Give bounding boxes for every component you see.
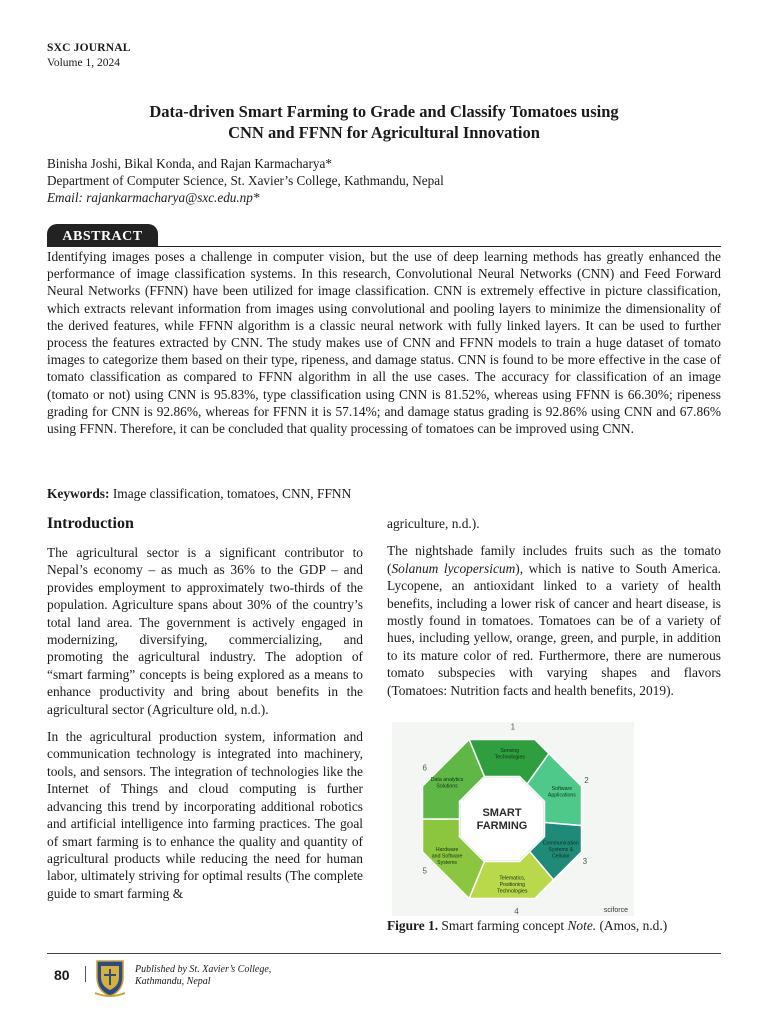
segment-number-5: 5 [422, 866, 427, 876]
keywords-text: Image classification, tomatoes, CNN, FFNN [112, 486, 352, 501]
page-number: 80 [54, 967, 70, 983]
keywords [47, 486, 351, 502]
journal-volume: Volume 1, 2024 [47, 57, 120, 69]
segment-label-4: Telematics, [499, 875, 526, 882]
publisher-line-2: Kathmandu, Nepal [135, 976, 211, 987]
publisher [135, 964, 271, 988]
watermark: sciforce [603, 907, 628, 914]
segment-label-4: Positioning [499, 882, 525, 889]
segment-label-3: Systems & [548, 847, 574, 853]
email[interactable]: Email: rajankarmacharya@sxc.edu.np* [47, 190, 260, 205]
smart-farming-figure [392, 722, 634, 916]
segment-number-2: 2 [584, 776, 589, 786]
p3-text-a: The nightshade family includes fruits such as the tomato ( [387, 543, 721, 576]
left-column [47, 544, 363, 912]
intro-heading: Introduction [47, 515, 134, 532]
segment-label-1: Technologies [494, 754, 525, 761]
journal-name: SXC JOURNAL [47, 42, 131, 54]
segment-label-2: Software [551, 786, 573, 793]
segment-label-2: Applications [547, 792, 576, 799]
right-column [387, 515, 721, 709]
segment-label-3: Communication [542, 840, 579, 847]
abstract-heading: ABSTRACT [47, 224, 158, 247]
authors: Binisha Joshi, Bikal Konda, and Rajan Karmacharya* [47, 156, 332, 171]
affiliation: Department of Computer Science, St. Xavier’s College, Kathmandu, Nepal [47, 173, 444, 188]
center-label-1: SMART [482, 807, 522, 819]
title-line-1: Data-driven Smart Farming to Grade and Classify Tomatoes using [149, 102, 619, 121]
caption-label: Figure 1. [387, 918, 439, 933]
segment-label-6: Data analytics [430, 777, 464, 784]
intro-paragraph-3 [387, 542, 721, 699]
intro-paragraph-1: The agricultural sector is a significant contributor to Nepal’s economy – as much as 36% to the GDP – and provides employment to approximately two-thirds of the population. Agriculture spans about 30% of the country’s total land area. The government is actively engaged in modernizing, diversifying, commercializing, and promoting the agricultural industry. The adoption of “smart farming” concepts is being explored as a means to enhance productivity and bring about benefits in the agricultural sector (Agriculture old, n.d.). [47, 545, 363, 717]
species-name: Solanum lycopersicum [391, 560, 516, 576]
college-crest-logo [93, 957, 127, 997]
figure-caption [387, 918, 667, 934]
abstract-text: Identifying images poses a challenge in computer vision, but the use of deep learning methods has greatly enhanced the performance of image classification systems. In this research, Convolutional Neural Networks (CNN) and Feed Forward Neural Networks (FFNN) have been utilized for image classification. CNN is extremely effective in picture classification, which extracts relevant information from images using convolutional and pooling layers to minimize the dimensionality of the derived features, while FFNN algorithm is a classic neural network with fully linked layers. It can be used to further process the features extracted by CNN. The study makes use of CNN and FFNN models to train a huge dataset of tomato images to categorize them based on their type, ripeness, and damage status. CNN is found to be more effective in the case of tomato classification as compared to FFNN algorithm in all the use cases. The accuracy for classification of an image (tomato or not) using CNN is 95.83%, type classification using CNN is 81.52%, whereas using FFNN is 66.30%; ripeness grading for CNN is 92.86%, whereas for FFNN it is 57.14%; and damage status grading is 92.86% using CNN and 67.86% using FFNN. Therefore, it can be concluded that quality processing of tomatoes can be improved using CNN. [47, 249, 721, 437]
footer-rule [47, 953, 721, 954]
segment-number-6: 6 [422, 763, 427, 773]
intro-paragraph-2: In the agricultural production system, information and communication technology is integrated into machinery, tools, and sensors. The integration of technologies like the Internet of Things and cloud computing is further advancing this trend by incorporating additional robotics and artificial intelligence into farming practices. The goal of smart farming is to enhance the quality and quantity of agricultural products while reducing the need for human labor, ultimately striving for optimal results (The complete guide to smart farming & [47, 729, 363, 901]
center-octagon [460, 777, 543, 860]
segment-label-6: Solutions [436, 783, 458, 790]
keywords-label: Keywords: [47, 486, 110, 501]
author-block [47, 155, 444, 206]
paper-title [60, 101, 708, 143]
publisher-line-1: Published by St. Xavier’s College, [135, 964, 272, 975]
segment-label-1: Sensing [500, 748, 520, 755]
caption-text: Smart farming concept [438, 918, 568, 933]
segment-label-5: Hardware [435, 847, 459, 854]
segment-label-4: Technologies [497, 888, 528, 895]
p3-text-b: ), which is native to South America. Lycopene, an antioxidant linked to a variety of health benefits, including a lower risk of cancer and heart disease, is mostly found in tomatoes. Tomatoes can be of a variety of hues, including yellow, orange, green, and purple, in addition to its mature color of red. Furthermore, there are numerous tomato subspecies with varying shapes and flavors (Tomatoes: Nutrition facts and health benefits, 2019). [387, 560, 722, 698]
footer-divider [85, 966, 86, 982]
segment-number-3: 3 [582, 857, 588, 867]
segment-number-4: 4 [514, 906, 519, 916]
caption-note: Note. [567, 918, 597, 933]
segment-number-1: 1 [510, 722, 516, 732]
segment-label-5: Systems [437, 860, 458, 867]
segment-label-3: Cellular [552, 853, 570, 860]
title-line-2: CNN and FFNN for Agricultural Innovation [228, 123, 540, 142]
intro-paragraph-2-continued: agriculture, n.d.). [387, 516, 480, 531]
caption-source: (Amos, n.d.) [596, 918, 668, 933]
segment-label-5: and Software [431, 853, 463, 860]
center-label-2: FARMING [476, 820, 528, 832]
